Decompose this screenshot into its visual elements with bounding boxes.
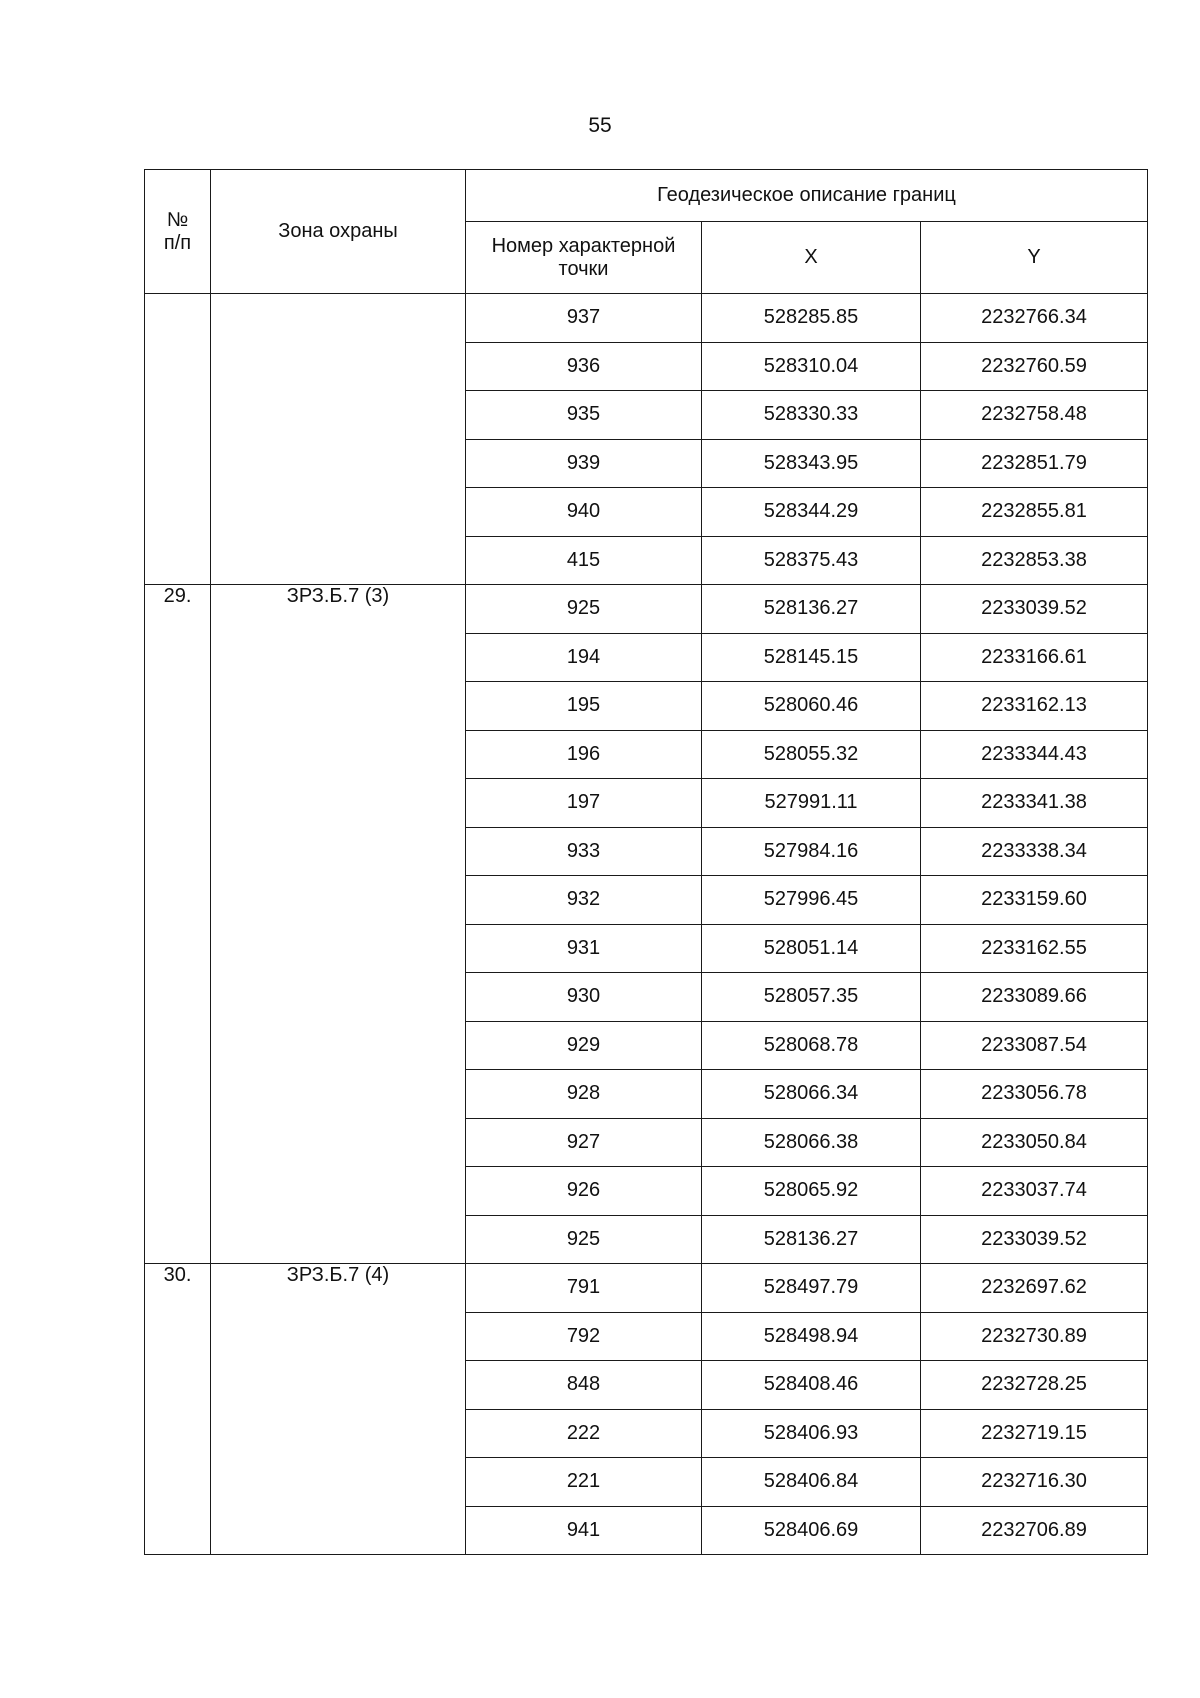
point-number-cell: 940 [466, 488, 702, 537]
x-coordinate-cell: 528375.43 [702, 536, 921, 585]
x-coordinate-cell: 528497.79 [702, 1264, 921, 1313]
y-coordinate-cell: 2233087.54 [921, 1021, 1148, 1070]
y-coordinate-cell: 2232758.48 [921, 391, 1148, 440]
header-row-top [145, 170, 1148, 222]
x-coordinate-cell: 528057.35 [702, 973, 921, 1022]
point-number-cell: 930 [466, 973, 702, 1022]
x-coordinate-cell: 528344.29 [702, 488, 921, 537]
point-number-cell: 935 [466, 391, 702, 440]
x-coordinate-cell: 528498.94 [702, 1312, 921, 1361]
table-row [145, 1264, 1148, 1313]
x-coordinate-cell: 527996.45 [702, 876, 921, 925]
header-y [921, 222, 1148, 294]
table-row [145, 585, 1148, 634]
header-x-label: X [804, 246, 818, 268]
y-coordinate-cell: 2232716.30 [921, 1458, 1148, 1507]
point-number-cell: 195 [466, 682, 702, 731]
x-coordinate-cell: 528343.95 [702, 439, 921, 488]
x-coordinate-cell: 528055.32 [702, 730, 921, 779]
point-number-cell: 928 [466, 1070, 702, 1119]
section-zone: ЗРЗ.Б.7 (3) [211, 585, 466, 1264]
point-number-cell: 222 [466, 1409, 702, 1458]
point-number-cell: 932 [466, 876, 702, 925]
y-coordinate-cell: 2233037.74 [921, 1167, 1148, 1216]
y-coordinate-cell: 2232730.89 [921, 1312, 1148, 1361]
point-number-cell: 792 [466, 1312, 702, 1361]
point-number-cell: 939 [466, 439, 702, 488]
y-coordinate-cell: 2233039.52 [921, 585, 1148, 634]
y-coordinate-cell: 2232706.89 [921, 1506, 1148, 1555]
y-coordinate-cell: 2232728.25 [921, 1361, 1148, 1410]
x-coordinate-cell: 528060.46 [702, 682, 921, 731]
point-number-cell: 936 [466, 342, 702, 391]
header-num-label: № п/п [163, 208, 192, 254]
x-coordinate-cell: 528285.85 [702, 294, 921, 343]
y-coordinate-cell: 2233159.60 [921, 876, 1148, 925]
x-coordinate-cell: 528406.93 [702, 1409, 921, 1458]
section-zone [211, 294, 466, 585]
y-coordinate-cell: 2232855.81 [921, 488, 1148, 537]
header-point-label: Номер характерной точки [491, 234, 676, 280]
section-number: 30. [145, 1264, 211, 1555]
point-number-cell: 925 [466, 585, 702, 634]
y-coordinate-cell: 2232851.79 [921, 439, 1148, 488]
y-coordinate-cell: 2233344.43 [921, 730, 1148, 779]
point-number-cell: 929 [466, 1021, 702, 1070]
point-number-cell: 196 [466, 730, 702, 779]
y-coordinate-cell: 2233338.34 [921, 827, 1148, 876]
geodesic-boundary-table [144, 169, 1148, 1555]
point-number-cell: 925 [466, 1215, 702, 1264]
table-header [145, 170, 1148, 294]
y-coordinate-cell: 2233050.84 [921, 1118, 1148, 1167]
header-zone [211, 170, 466, 294]
x-coordinate-cell: 528145.15 [702, 633, 921, 682]
y-coordinate-cell: 2233162.55 [921, 924, 1148, 973]
header-x [702, 222, 921, 294]
page-number: 55 [588, 114, 612, 137]
x-coordinate-cell: 528051.14 [702, 924, 921, 973]
x-coordinate-cell: 528065.92 [702, 1167, 921, 1216]
x-coordinate-cell: 528406.84 [702, 1458, 921, 1507]
x-coordinate-cell: 528310.04 [702, 342, 921, 391]
header-zone-label: Зона охраны [278, 220, 398, 242]
table-row [145, 294, 1148, 343]
x-coordinate-cell: 527991.11 [702, 779, 921, 828]
y-coordinate-cell: 2233162.13 [921, 682, 1148, 731]
header-geodesic-group-label: Геодезическое описание границ [657, 184, 956, 206]
point-number-cell: 221 [466, 1458, 702, 1507]
header-geodesic-group [466, 170, 1148, 222]
point-number-cell: 933 [466, 827, 702, 876]
point-number-cell: 791 [466, 1264, 702, 1313]
point-number-cell: 415 [466, 536, 702, 585]
header-point [466, 222, 702, 294]
x-coordinate-cell: 528406.69 [702, 1506, 921, 1555]
y-coordinate-cell: 2232766.34 [921, 294, 1148, 343]
point-number-cell: 937 [466, 294, 702, 343]
x-coordinate-cell: 528136.27 [702, 1215, 921, 1264]
y-coordinate-cell: 2232697.62 [921, 1264, 1148, 1313]
point-number-cell: 941 [466, 1506, 702, 1555]
y-coordinate-cell: 2233089.66 [921, 973, 1148, 1022]
point-number-cell: 194 [466, 633, 702, 682]
x-coordinate-cell: 528136.27 [702, 585, 921, 634]
y-coordinate-cell: 2232760.59 [921, 342, 1148, 391]
point-number-cell: 848 [466, 1361, 702, 1410]
section-number: 29. [145, 585, 211, 1264]
point-number-cell: 926 [466, 1167, 702, 1216]
y-coordinate-cell: 2232719.15 [921, 1409, 1148, 1458]
y-coordinate-cell: 2233341.38 [921, 779, 1148, 828]
y-coordinate-cell: 2232853.38 [921, 536, 1148, 585]
point-number-cell: 931 [466, 924, 702, 973]
x-coordinate-cell: 528066.34 [702, 1070, 921, 1119]
y-coordinate-cell: 2233056.78 [921, 1070, 1148, 1119]
x-coordinate-cell: 528330.33 [702, 391, 921, 440]
x-coordinate-cell: 527984.16 [702, 827, 921, 876]
y-coordinate-cell: 2233166.61 [921, 633, 1148, 682]
point-number-cell: 927 [466, 1118, 702, 1167]
y-coordinate-cell: 2233039.52 [921, 1215, 1148, 1264]
section-zone: ЗРЗ.Б.7 (4) [211, 1264, 466, 1555]
x-coordinate-cell: 528068.78 [702, 1021, 921, 1070]
x-coordinate-cell: 528066.38 [702, 1118, 921, 1167]
point-number-cell: 197 [466, 779, 702, 828]
section-number [145, 294, 211, 585]
table-body [145, 294, 1148, 1555]
header-y-label: Y [1027, 246, 1041, 268]
header-num [145, 170, 211, 294]
x-coordinate-cell: 528408.46 [702, 1361, 921, 1410]
